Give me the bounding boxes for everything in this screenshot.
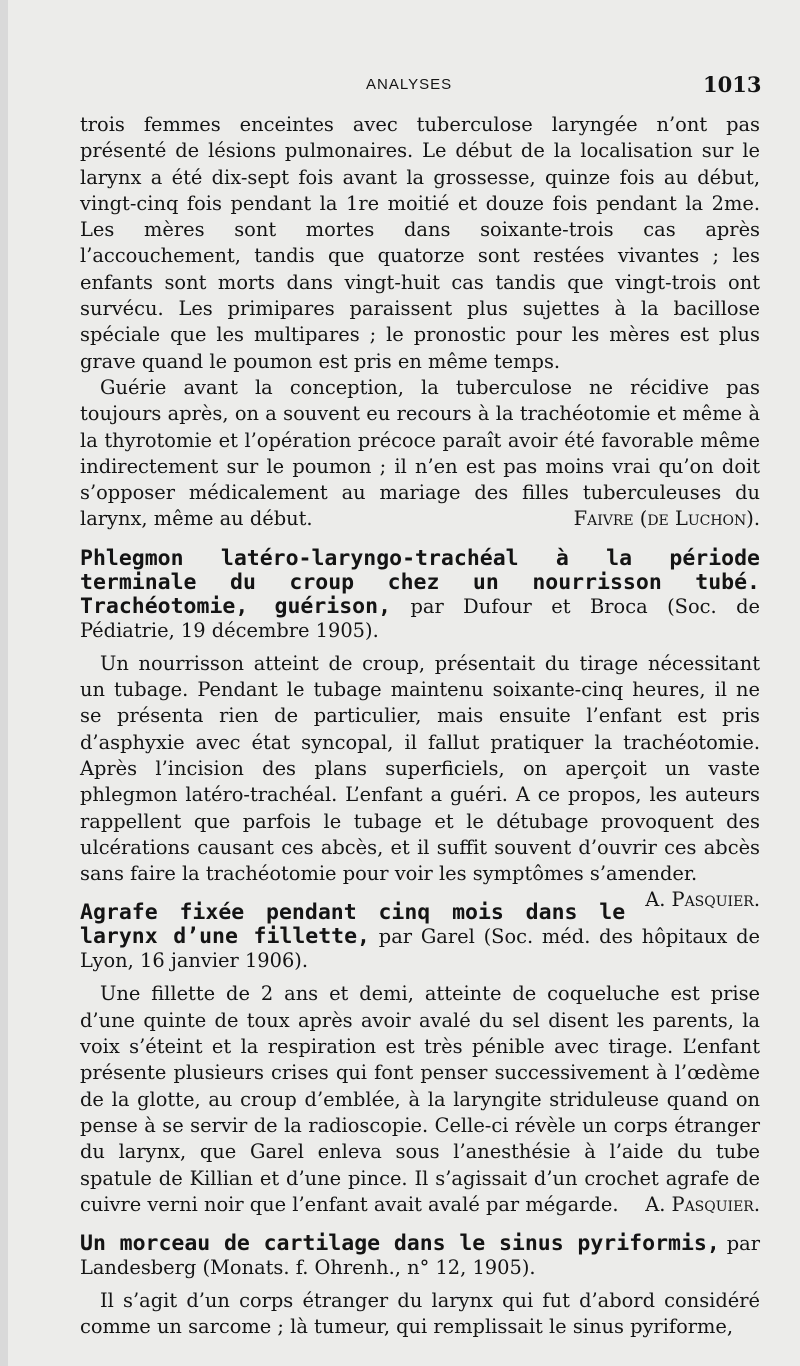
article-title: Un morceau de cartilage dans le sinus pyriformis,	[80, 1231, 720, 1257]
paragraph-text: Une fillette de 2 ans et demi, atteinte de coqueluche est prise d’une quinte de toux après avoir avalé du sel disent les parents, la voix s’éteint et la respiration est très pénible avec tirage. L’enfant présente plusieurs crises qui font penser successivement à l’œdème de la glotte, au croup d’emblée, à la laryngite striduleuse quand on pense à se servir de la radioscopie. Celle-ci révèle un corps étranger du larynx, que Garel enleva sous l’anesthésie à l’aide du tube spatule de Killian et d’une pince. Il s’agissait d’un crochet agrafe de cuivre verni noir que l’enfant avait avalé par mégarde.	[80, 982, 760, 1216]
page	[8, 0, 800, 1366]
article-title: Agrafe fixée pendant cinq mois dans le larynx d’une fillette,	[80, 900, 626, 950]
paragraph-text: Un nourrisson atteint de croup, présentait du tirage nécessitant un tubage. Pendant le tubage maintenu soixante-cinq heures, il ne se présenta rien de particulier, mais ensuite l’enfant est pris d’asphyxie avec état syncopal, il fallut pratiquer la trachéotomie. Après l’incision des plans superficiels, on aperçoit un vaste phlegmon latéro-trachéal. L’enfant a guéri. A ce propos, les auteurs rappellent que parfois le tubage et le détubage provoquent des ulcérations causant ces abcès, et il suffit souvent d’ouvrir ces abcès sans faire la trachéotomie pour voir les symptômes s’amender.	[80, 651, 760, 886]
page-body	[80, 112, 760, 1341]
paragraph	[80, 981, 760, 1218]
article-reference: par Garel (Soc. méd. des hôpitaux de Lyon, 16 janvier 1906).	[80, 925, 760, 973]
signature: Faivre (de Luchon).	[573, 507, 760, 531]
article-heading	[80, 547, 760, 643]
article-reference: par Landesberg (Monats. f. Ohrenh., n° 12, 1905).	[80, 1232, 760, 1280]
paragraph: trois femmes enceintes avec tuberculose laryngée n’ont pas présenté de lésions pulmonaires. Le début de la localisation sur le larynx a été dix-sept fois avant la grossesse, quinze fois au début, vingt-cinq fois pendant la 1re moitié et douze fois pendant la 2me. Les mères sont mortes dans soixante-trois cas après l’accouchement, tandis que quatorze sont restées vivantes ; les enfants sont morts dans vingt-huit cas tandis que vingt-trois ont survécu. Les primipares paraissent plus sujettes à la bacillose spéciale que les multipares ; le pronostic pour les mères est plus grave quand le poumon est pris en même temps.	[80, 113, 760, 373]
signature: A. Pasquier.	[645, 1192, 760, 1216]
article-title: Phlegmon latéro-laryngo-trachéal à la période terminale du croup chez un nourrisson tubé. Trachéotomie, guérison,	[80, 545, 760, 619]
running-title: ANALYSES	[366, 76, 453, 93]
paragraph	[80, 651, 760, 912]
page-number: 1013	[703, 72, 762, 97]
paragraph	[80, 375, 760, 533]
page-header	[8, 70, 800, 100]
article-reference: par Dufour et Broca (Soc. de Pédiatrie, 19 décembre 1905).	[80, 594, 760, 642]
paragraph-text: Guérie avant la conception, la tuberculose ne récidive pas toujours après, on a souvent eu recours à la trachéotomie et même à la thyrotomie et l’opération précoce paraît avoir été favorable même indirectement sur le poumon ; il n’en est pas moins vrai qu’on doit s’opposer médicalement au mariage des filles tuberculeuses du larynx, même au début.	[80, 375, 760, 531]
paragraph: Il s’agit d’un corps étranger du larynx qui fut d’abord considéré comme un sarcome ; là tumeur, qui remplissait le sinus pyriforme,	[80, 1289, 760, 1339]
article-heading	[80, 1232, 760, 1280]
signature: A. Pasquier.	[645, 888, 760, 912]
